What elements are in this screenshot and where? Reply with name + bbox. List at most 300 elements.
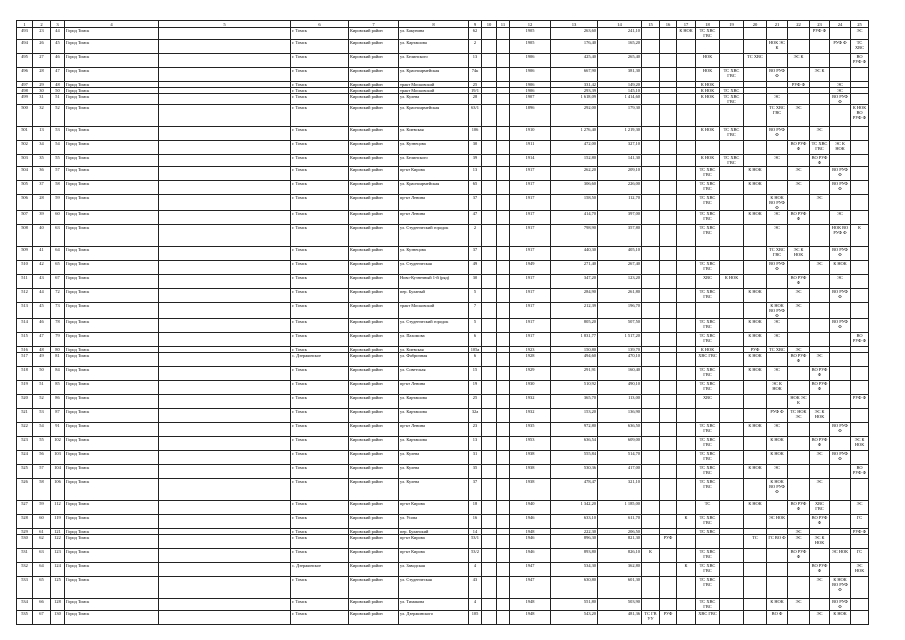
table-cell: ЭС bbox=[788, 599, 810, 611]
table-cell bbox=[696, 105, 720, 127]
table-cell: К НОК ВО РУФ Ф bbox=[851, 105, 869, 127]
table-cell bbox=[788, 319, 810, 333]
table-cell: ВО РУФ Ф bbox=[830, 94, 851, 105]
table-cell: Кировский район bbox=[349, 94, 399, 105]
table-cell bbox=[744, 479, 767, 501]
table-row bbox=[17, 535, 869, 549]
table-cell: НОК ЭС К bbox=[767, 40, 788, 54]
table-cell bbox=[660, 549, 677, 563]
table-cell: 417,00 bbox=[598, 465, 642, 479]
table-cell: ЭС bbox=[830, 82, 851, 88]
table-row bbox=[17, 105, 869, 127]
table-cell: 78 bbox=[51, 319, 65, 333]
table-cell bbox=[642, 515, 660, 529]
table-cell: ЭС bbox=[788, 167, 810, 181]
table-cell: 331,42 bbox=[551, 82, 598, 88]
table-cell: 397,00 bbox=[598, 211, 642, 225]
table-cell: 47 bbox=[51, 68, 65, 82]
table-cell: К НОК bbox=[744, 353, 767, 367]
table-cell bbox=[788, 155, 810, 167]
table-cell: 504 bbox=[17, 167, 33, 181]
table-cell: ВО РУФ Ф bbox=[788, 501, 810, 515]
table-cell: 25 bbox=[469, 395, 482, 409]
table-cell bbox=[744, 247, 767, 261]
table-cell: 523 bbox=[17, 437, 33, 451]
table-cell: г. Томск bbox=[291, 261, 349, 275]
column-number: 14 bbox=[598, 21, 642, 28]
table-cell bbox=[482, 465, 497, 479]
table-cell: 896,30 bbox=[551, 535, 598, 549]
table-cell: ТС ХВС ГВС bbox=[696, 167, 720, 181]
table-cell: Город Томск bbox=[65, 515, 159, 529]
table-cell bbox=[660, 353, 677, 367]
table-cell: Кировский район bbox=[349, 535, 399, 549]
table-cell: 1905 bbox=[510, 40, 551, 54]
table-cell bbox=[159, 195, 291, 211]
table-cell: Город Томск bbox=[65, 353, 159, 367]
table-cell bbox=[482, 155, 497, 167]
table-cell: ВО РУФ Ф bbox=[830, 319, 851, 333]
table-cell: Город Томск bbox=[65, 155, 159, 167]
table-cell bbox=[482, 381, 497, 395]
table-cell: ЭС bbox=[830, 211, 851, 225]
table-cell bbox=[788, 423, 810, 437]
table-cell: 506 bbox=[17, 195, 33, 211]
column-number: 1 bbox=[17, 21, 33, 28]
table-cell: К bbox=[677, 563, 696, 577]
table-cell: ул. Дзержинского bbox=[399, 611, 469, 625]
table-cell bbox=[159, 599, 291, 611]
table-cell: 357,80 bbox=[598, 225, 642, 247]
table-row bbox=[17, 599, 869, 611]
table-cell bbox=[810, 395, 830, 409]
table-cell: 514,70 bbox=[598, 451, 642, 465]
table-cell bbox=[788, 437, 810, 451]
table-cell: ТС ГВ УУ bbox=[642, 611, 660, 625]
table-cell: пр-кт Кирова bbox=[399, 501, 469, 515]
table-cell: Город Томск bbox=[65, 127, 159, 141]
table-cell: 160,40 bbox=[598, 367, 642, 381]
table-cell: Кировский район bbox=[349, 105, 399, 127]
table-cell: 1928 bbox=[510, 353, 551, 367]
table-cell bbox=[767, 141, 788, 155]
table-cell: Кировский район bbox=[349, 577, 399, 599]
table-cell bbox=[830, 54, 851, 68]
table-cell: ул. Пахомова bbox=[399, 333, 469, 347]
table-cell: 128 bbox=[51, 599, 65, 611]
table-cell: ЭС bbox=[810, 479, 830, 501]
table-cell: Город Томск bbox=[65, 275, 159, 289]
table-cell bbox=[830, 353, 851, 367]
table-cell: 13 bbox=[469, 437, 482, 451]
table-cell bbox=[720, 423, 744, 437]
table-cell bbox=[159, 333, 291, 347]
table-cell: ТС ХВС ГВС bbox=[810, 141, 830, 155]
table-cell: 61 bbox=[33, 529, 51, 535]
table-cell: Город Томск bbox=[65, 289, 159, 303]
table-cell: Город Томск bbox=[65, 28, 159, 40]
table-cell: 531 bbox=[17, 549, 33, 563]
table-cell: ЭС bbox=[810, 195, 830, 211]
table-cell: 1949 bbox=[510, 261, 551, 275]
table-cell: 1914 bbox=[510, 155, 551, 167]
table-cell: Город Томск bbox=[65, 195, 159, 211]
table-cell: ЭС К bbox=[788, 54, 810, 68]
table-cell: 425,40 bbox=[551, 54, 598, 68]
table-cell bbox=[482, 195, 497, 211]
table-cell: 1917 bbox=[510, 167, 551, 181]
table-cell: 518 bbox=[17, 367, 33, 381]
table-cell bbox=[696, 40, 720, 54]
table-cell: Кировский район bbox=[349, 247, 399, 261]
table-cell: Город Томск bbox=[65, 261, 159, 275]
table-cell: 1 618,09 bbox=[551, 94, 598, 105]
table-cell: Кировский район bbox=[349, 319, 399, 333]
table-cell: НОК bbox=[696, 54, 720, 68]
table-cell bbox=[720, 479, 744, 501]
table-cell bbox=[159, 68, 291, 82]
table-cell: ХВС bbox=[696, 275, 720, 289]
table-cell: 15 bbox=[469, 367, 482, 381]
table-cell: 499 bbox=[17, 94, 33, 105]
table-cell: 516 bbox=[17, 347, 33, 353]
table-cell bbox=[159, 289, 291, 303]
table-cell: 494,60 bbox=[551, 353, 598, 367]
column-number: 20 bbox=[744, 21, 767, 28]
table-cell: ВО РУФ Ф bbox=[788, 353, 810, 367]
table-cell bbox=[497, 195, 510, 211]
table-cell: 530,36 bbox=[551, 465, 598, 479]
table-cell bbox=[720, 409, 744, 423]
table-cell: 32 bbox=[33, 105, 51, 127]
table-cell: 1905 bbox=[510, 28, 551, 40]
table-cell: 51 bbox=[33, 381, 51, 395]
table-cell bbox=[851, 261, 869, 275]
table-cell bbox=[660, 225, 677, 247]
table-cell bbox=[830, 105, 851, 127]
table-cell: 106 bbox=[51, 479, 65, 501]
table-cell bbox=[497, 28, 510, 40]
table-cell bbox=[642, 275, 660, 289]
table-cell bbox=[497, 319, 510, 333]
table-cell: ЭС bbox=[767, 333, 788, 347]
table-cell bbox=[642, 535, 660, 549]
table-row bbox=[17, 409, 869, 423]
table-cell bbox=[677, 465, 696, 479]
table-cell bbox=[159, 211, 291, 225]
table-cell: ЭС bbox=[830, 88, 851, 94]
table-cell: 74к bbox=[469, 68, 482, 82]
table-cell bbox=[851, 423, 869, 437]
table-cell bbox=[744, 94, 767, 105]
table-cell: ТС ХВС ГВС bbox=[696, 381, 720, 395]
table-cell: ТС ХВС ГВС bbox=[696, 28, 720, 40]
table-cell: К НОК bbox=[744, 423, 767, 437]
table-cell: РУФ Ф bbox=[851, 395, 869, 409]
table-row bbox=[17, 437, 869, 451]
table-cell bbox=[788, 515, 810, 529]
table-cell bbox=[642, 261, 660, 275]
table-cell bbox=[497, 94, 510, 105]
table-cell: 805,20 bbox=[551, 319, 598, 333]
table-cell: 51 bbox=[51, 94, 65, 105]
table-cell bbox=[482, 367, 497, 381]
table-cell: 65 bbox=[33, 577, 51, 599]
table-cell: ЭС bbox=[810, 261, 830, 275]
table-cell bbox=[744, 395, 767, 409]
table-cell: 60 bbox=[51, 211, 65, 225]
table-cell: 543,20 bbox=[551, 611, 598, 625]
table-cell: ЭС bbox=[810, 611, 830, 625]
table-cell bbox=[744, 275, 767, 289]
table-cell bbox=[642, 423, 660, 437]
table-cell: НОК ЭС К bbox=[788, 395, 810, 409]
table-cell bbox=[497, 423, 510, 437]
table-row bbox=[17, 261, 869, 275]
table-cell: г. Томск bbox=[291, 94, 349, 105]
table-cell: г. Томск bbox=[291, 501, 349, 515]
table-cell bbox=[159, 127, 291, 141]
table-cell bbox=[810, 549, 830, 563]
table-cell: ул. Белинского bbox=[399, 54, 469, 68]
table-cell: ул. Студенческая bbox=[399, 577, 469, 599]
table-cell: ТС ХВС ГВС bbox=[696, 465, 720, 479]
table-cell: РУФ Ф bbox=[851, 529, 869, 535]
table-cell: 50 bbox=[33, 367, 51, 381]
table-cell: 37 bbox=[469, 479, 482, 501]
table-cell bbox=[720, 247, 744, 261]
table-cell: 1947 bbox=[510, 563, 551, 577]
table-cell: ТС ХВС bbox=[696, 529, 720, 535]
table-cell: 510,92 bbox=[551, 381, 598, 395]
table-cell bbox=[851, 535, 869, 549]
table-cell: Кировский район bbox=[349, 381, 399, 395]
table-cell: Ново-Кузнечный 1-й (ряд) bbox=[399, 275, 469, 289]
table-cell: 306,60 bbox=[551, 181, 598, 195]
table-cell: ЭС bbox=[810, 577, 830, 599]
table-cell: ТС bbox=[696, 501, 720, 515]
table-cell: Город Томск bbox=[65, 54, 159, 68]
table-cell: 50 bbox=[51, 88, 65, 94]
table-cell: тракт Московский bbox=[399, 88, 469, 94]
table-cell bbox=[851, 68, 869, 82]
table-cell bbox=[767, 28, 788, 40]
table-cell: г. Томск bbox=[291, 68, 349, 82]
table-cell bbox=[642, 68, 660, 82]
table-cell bbox=[720, 353, 744, 367]
table-cell: Город Томск bbox=[65, 40, 159, 54]
table-cell bbox=[788, 261, 810, 275]
table-cell: 81 bbox=[51, 353, 65, 367]
table-cell: г. Томск bbox=[291, 347, 349, 353]
table-cell: 55 bbox=[51, 155, 65, 167]
column-number: 16 bbox=[660, 21, 677, 28]
table-cell bbox=[159, 40, 291, 54]
table-row bbox=[17, 247, 869, 261]
table-cell: г. Томск bbox=[291, 167, 349, 181]
table-cell: 52 bbox=[51, 105, 65, 127]
table-cell bbox=[851, 353, 869, 367]
table-cell: ТС ХВС ГВС bbox=[696, 181, 720, 195]
table-cell: 633,10 bbox=[551, 515, 598, 529]
table-cell: ТС ХВС ГВС bbox=[696, 563, 720, 577]
table-cell bbox=[159, 181, 291, 195]
table-cell: ЭС К НОК bbox=[767, 381, 788, 395]
table-row bbox=[17, 611, 869, 625]
table-cell: 150,80 bbox=[551, 347, 598, 353]
table-cell: 222,30 bbox=[551, 529, 598, 535]
table-cell: Город Томск bbox=[65, 409, 159, 423]
table-cell bbox=[720, 395, 744, 409]
table-cell bbox=[744, 68, 767, 82]
table-cell: Кировский район bbox=[349, 289, 399, 303]
table-cell: Город Томск bbox=[65, 319, 159, 333]
table-cell bbox=[497, 611, 510, 625]
table-cell: РУФ Ф bbox=[830, 40, 851, 54]
table-cell: г. Томск bbox=[291, 599, 349, 611]
table-cell bbox=[660, 275, 677, 289]
table-cell: Кировский район bbox=[349, 479, 399, 501]
table-cell: Кировский район bbox=[349, 367, 399, 381]
table-cell bbox=[660, 289, 677, 303]
table-cell: Кировский район bbox=[349, 155, 399, 167]
table-cell bbox=[482, 549, 497, 563]
table-cell: 206,50 bbox=[598, 529, 642, 535]
table-cell: К НОК bbox=[696, 155, 720, 167]
table-cell bbox=[677, 437, 696, 451]
table-row bbox=[17, 465, 869, 479]
table-cell: 513 bbox=[17, 303, 33, 319]
column-number: 10 bbox=[482, 21, 497, 28]
table-cell: 440,30 bbox=[551, 247, 598, 261]
table-cell: 87 bbox=[51, 409, 65, 423]
table-cell: 79 bbox=[51, 333, 65, 347]
table-cell bbox=[677, 367, 696, 381]
table-cell: 528 bbox=[17, 515, 33, 529]
table-cell bbox=[851, 289, 869, 303]
table-cell: 1938 bbox=[510, 465, 551, 479]
table-cell: г. Томск bbox=[291, 529, 349, 535]
table-cell bbox=[642, 333, 660, 347]
table-cell: ЭС bbox=[767, 319, 788, 333]
table-cell: ТС ХВС ГВС bbox=[696, 437, 720, 451]
column-number: 9 bbox=[469, 21, 482, 28]
table-cell: 1938 bbox=[510, 479, 551, 501]
table-cell bbox=[744, 611, 767, 625]
table-cell: ТС ХВС ГВС bbox=[720, 68, 744, 82]
table-cell: ЭС bbox=[788, 181, 810, 195]
table-cell: 7 bbox=[469, 303, 482, 319]
table-cell: К НОК bbox=[830, 611, 851, 625]
table-cell: 405,10 bbox=[598, 247, 642, 261]
table-cell bbox=[497, 247, 510, 261]
table-cell: 470,10 bbox=[598, 353, 642, 367]
table-cell bbox=[830, 195, 851, 211]
table-cell bbox=[159, 353, 291, 367]
table-cell: 5 bbox=[469, 319, 482, 333]
table-cell bbox=[677, 501, 696, 515]
table-cell: ТС ХВС bbox=[744, 54, 767, 68]
table-cell: 62 bbox=[33, 535, 51, 549]
table-cell bbox=[642, 94, 660, 105]
table-cell: Город Томск bbox=[65, 68, 159, 82]
table-cell: К bbox=[642, 549, 660, 563]
table-cell: 106 bbox=[469, 127, 482, 141]
table-cell: 1932 bbox=[510, 395, 551, 409]
table-cell: Кировский район bbox=[349, 167, 399, 181]
table-cell: 30 bbox=[33, 88, 51, 94]
table-cell: К НОК bbox=[744, 181, 767, 195]
table-cell: ул. Белинского bbox=[399, 155, 469, 167]
table-cell bbox=[642, 409, 660, 423]
table-cell: 42 bbox=[33, 261, 51, 275]
table-cell bbox=[851, 275, 869, 289]
table-row bbox=[17, 395, 869, 409]
table-cell bbox=[830, 409, 851, 423]
table-cell: Город Томск bbox=[65, 347, 159, 353]
table-cell bbox=[159, 409, 291, 423]
table-cell bbox=[482, 395, 497, 409]
table-cell: РУФ Ф bbox=[788, 82, 810, 88]
table-cell: ТС ХВС ГВС bbox=[696, 195, 720, 211]
column-number: 17 bbox=[677, 21, 696, 28]
table-cell: 32а bbox=[469, 409, 482, 423]
table-cell bbox=[830, 437, 851, 451]
table-row bbox=[17, 451, 869, 465]
table-cell bbox=[720, 465, 744, 479]
table-cell: 46 bbox=[51, 54, 65, 68]
table-cell: 1 517,20 bbox=[598, 333, 642, 347]
table-cell bbox=[788, 68, 810, 82]
table-cell bbox=[159, 515, 291, 529]
table-cell: ВО РУФ Ф bbox=[851, 465, 869, 479]
table-cell: 515 bbox=[17, 333, 33, 347]
table-cell bbox=[660, 515, 677, 529]
table-cell: 6 bbox=[469, 333, 482, 347]
table-row bbox=[17, 289, 869, 303]
table-cell bbox=[720, 225, 744, 247]
table-cell: 1917 bbox=[510, 303, 551, 319]
table-cell: Кировский район bbox=[349, 54, 399, 68]
table-cell bbox=[677, 167, 696, 181]
table-cell: г. Томск bbox=[291, 319, 349, 333]
table-cell bbox=[788, 381, 810, 395]
table-cell: РУФ bbox=[660, 535, 677, 549]
table-row bbox=[17, 367, 869, 381]
table-cell bbox=[851, 319, 869, 333]
table-cell bbox=[744, 409, 767, 423]
table-row bbox=[17, 141, 869, 155]
table-cell bbox=[159, 155, 291, 167]
table-cell: Кировский район bbox=[349, 423, 399, 437]
table-cell: 73 bbox=[51, 303, 65, 319]
table-cell: Кировский район bbox=[349, 549, 399, 563]
table-cell bbox=[788, 465, 810, 479]
table-cell: Город Томск bbox=[65, 333, 159, 347]
table-cell bbox=[660, 563, 677, 577]
table-cell: ЭС bbox=[788, 535, 810, 549]
table-cell: г. Томск bbox=[291, 515, 349, 529]
table-cell: 1953 bbox=[510, 437, 551, 451]
table-cell: г. Томск bbox=[291, 535, 349, 549]
table-cell bbox=[830, 367, 851, 381]
table-cell: 123,20 bbox=[598, 275, 642, 289]
table-cell bbox=[810, 167, 830, 181]
table-cell: 1948 bbox=[510, 599, 551, 611]
table-cell: г. Томск bbox=[291, 395, 349, 409]
table-cell: 1 342,20 bbox=[551, 501, 598, 515]
table-row bbox=[17, 155, 869, 167]
